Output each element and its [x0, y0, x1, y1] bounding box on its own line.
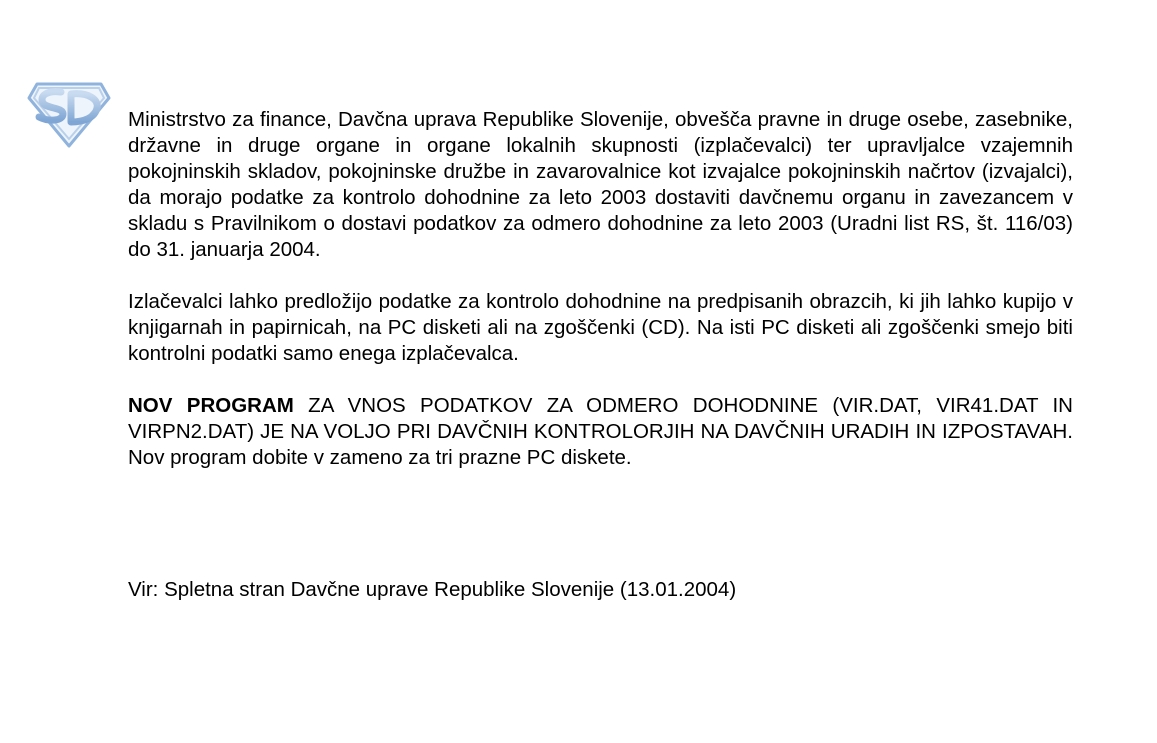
new-program-text: ZA VNOS PODATKOV ZA ODMERO DOHODNINE (VIR.DAT, VIR41.DAT IN VIRPN2.DAT) JE NA VOLJO PRI DAVČNIH KONTROLORJIH NA DAVČNIH URADIH IN IZPOSTAVAH. Nov program dobite v zameno za tri prazne PC diskete.	[128, 394, 1073, 469]
paragraph-submission-methods: Izlačevalci lahko predložijo podatke za kontrolo dohodnine na predpisanih obrazcih, ki jih lahko kupijo v knjigarnah in papirnicah, na PC disketi ali na zgoščenki (CD). Na isti PC disketi ali zgoščenki smejo biti kontrolni podatki samo enega izplačevalca.	[128, 290, 1073, 365]
document-body	[128, 107, 1073, 601]
new-program-heading: NOV PROGRAM	[128, 394, 294, 417]
paragraph-notice: Ministrstvo za finance, Davčna uprava Republike Slovenije, obvešča pravne in druge osebe, zasebnike, državne in druge organe in organe lokalnih skupnosti (izplačevalci) ter upravljalce vzajemnih pokojninskih skladov, pokojninske družbe in zavarovalnice kot izvajalce pokojninskih načrtov (izvajalci), da morajo podatke za kontrolo dohodnine za leto 2003 dostaviti davčnemu organu in zavezancem v skladu s Pravilnikom o dostavi podatkov za odmero dohodnine za leto 2003 (Uradni list RS, št. 116/03) do 31. januarja 2004.	[128, 108, 1073, 261]
durs-logo-icon	[27, 78, 111, 148]
source-line: Vir: Spletna stran Davčne uprave Republike Slovenije (13.01.2004)	[128, 578, 737, 601]
paragraph-new-program	[128, 393, 1073, 471]
